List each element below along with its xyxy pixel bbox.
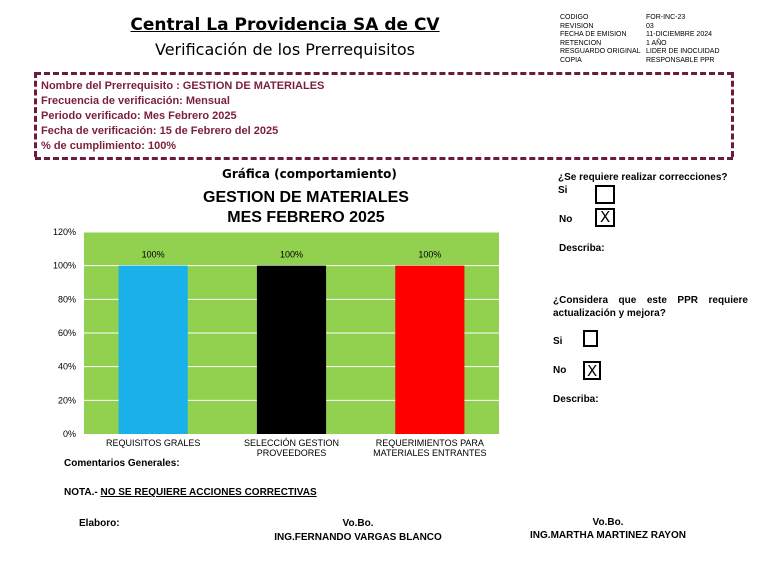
document-subtitle: Verificación de los Prerrequisitos: [155, 40, 415, 59]
signer-name-2: ING.MARTHA MARTINEZ RAYON: [530, 530, 686, 541]
y-tick-label: 100%: [52, 260, 76, 271]
y-tick-label: 0%: [62, 429, 76, 439]
x-tick-label: REQUISITOS GRALES: [105, 438, 201, 448]
bar: [395, 266, 464, 434]
elaboro-label: Elaboro:: [79, 518, 120, 529]
company-title: Central La Providencia SA de CV: [130, 15, 440, 35]
vobo-label-2: Vo.Bo.: [592, 517, 624, 528]
note-text: NO SE REQUIERE ACCIONES CORRECTIVAS: [100, 487, 317, 498]
x-tick-label: REQUERIMIENTOS PARA: [375, 438, 484, 448]
info-frequency: Frecuencia de verificación: Mensual: [41, 95, 230, 107]
chart-subtitle: MES FEBRERO 2025: [227, 209, 385, 226]
note: [64, 487, 317, 498]
bar: [257, 266, 326, 434]
q1-no-check-mark: X: [600, 208, 611, 226]
x-tick-label: SELECCIÓN GESTION: [243, 438, 340, 448]
question-update: ¿Considera que este PPR requiere actualización y mejora?: [553, 295, 748, 319]
info-name: Nombre del Prerrequisito : GESTION DE MATERIALES: [41, 80, 325, 92]
meta-row-copia: COPIA RESPONSABLE PPR: [560, 56, 715, 64]
y-tick-label: 120%: [52, 227, 76, 237]
question-corrections: ¿Se requiere realizar correcciones?: [558, 172, 728, 183]
meta-row-codigo: CODIGO FOR-INC-23: [560, 14, 686, 21]
q2-no-check-mark: X: [587, 362, 598, 380]
meta-row-revision: REVISION 03: [560, 22, 654, 30]
document-metadata: [560, 14, 720, 65]
data-label: 100%: [279, 249, 304, 260]
bar-chart: [40, 226, 510, 466]
chart-title: GESTION DE MATERIALES: [203, 189, 409, 206]
y-tick-label: 80%: [57, 294, 76, 305]
q1-si-checkbox[interactable]: [595, 185, 615, 204]
note-prefix: NOTA.-: [64, 487, 98, 498]
y-tick-label: 60%: [57, 328, 76, 338]
info-period: Periodo verificado: Mes Febrero 2025: [41, 110, 237, 122]
meta-row-resguardo: RESGUARDO ORIGINAL LIDER DE INOCUIDAD: [560, 48, 720, 55]
q1-si-label: Si: [558, 185, 568, 196]
x-tick-label: PROVEEDORES: [256, 448, 327, 458]
q1-describe-label: Describa:: [559, 243, 605, 254]
graph-label: Gráfica (comportamiento): [222, 167, 397, 181]
q2-no-label: No: [553, 365, 567, 376]
signer-name-1: ING.FERNANDO VARGAS BLANCO: [274, 532, 442, 543]
q2-describe-label: Describa:: [553, 394, 599, 405]
data-label: 100%: [141, 249, 165, 260]
q2-si-label: Si: [553, 336, 563, 347]
y-tick-label: 20%: [57, 395, 76, 406]
bar: [119, 266, 188, 434]
vobo-label-1: Vo.Bo.: [342, 518, 374, 529]
q2-si-checkbox[interactable]: [583, 330, 598, 347]
meta-row-retencion: RETENCION 1 AÑO: [560, 39, 667, 47]
y-tick-label: 40%: [57, 361, 76, 372]
info-compliance: % de cumplimiento: 100%: [41, 140, 177, 152]
info-date: Fecha de verificación: 15 de Febrero del 2025: [41, 125, 279, 137]
prerequisite-info-box: [35, 72, 733, 160]
general-comments-label: Comentarios Generales:: [64, 458, 180, 469]
meta-row-fecha: FECHA DE EMISION 11-DICIEMBRE 2024: [560, 31, 713, 38]
q1-no-label: No: [559, 214, 573, 225]
data-label: 100%: [418, 249, 442, 260]
x-tick-label: MATERIALES ENTRANTES: [373, 448, 487, 458]
